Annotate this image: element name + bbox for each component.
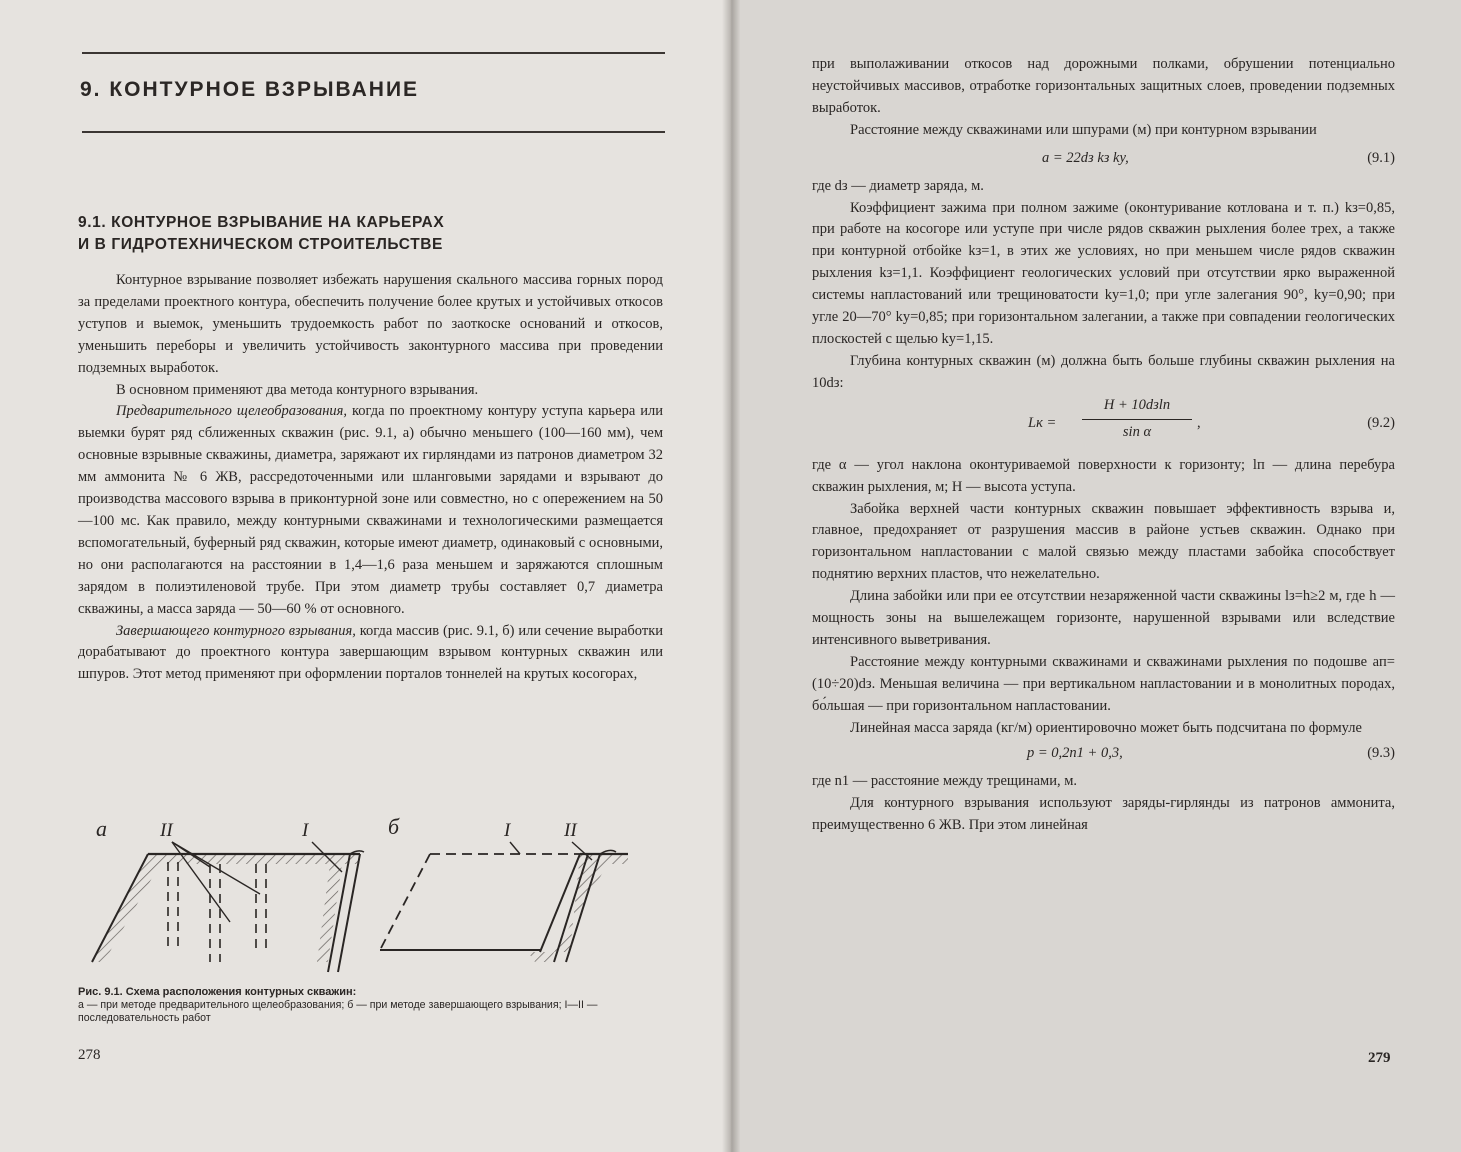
emphasis-term: Завершающего контурного взрывания, (116, 622, 356, 639)
right-body-text (812, 54, 1395, 837)
paragraph-rest: когда по проектному контуру уступа карьера или выемки бурят ряд сближенных скважин (рис. 9.1, а) обычно меньшего (100—160 мм), чем основные взрывные скважины, диаметра, заряжают их гирляндами из патронов диаметром 32 мм аммонита № 6 ЖВ, рассредоточенными или шланговыми зарядами и взрывают до производства массового взрыва в приконтурной зоне или совместно, но с опережением на 50—100 мс. Как правило, между контурными скважинами и технологическими размещается вспомогательный, буферный ряд скважин, которые имеют диаметр, одинаковый с основными, но они располагаются на расстоянии в 1,4—1,6 раза меньшем и заряжаются сплошным зарядом в полиэтиленовой трубе. При этом диаметр трубы составляет 0,7 диаметра скважины, а масса заряда — 50—60 % от основного. (78, 403, 663, 617)
leader-line (172, 842, 260, 894)
paragraph: Расстояние между контурными скважинами и скважинами рыхления по подошве aп=(10÷20)dз. Меньшая величина — при вертикальном напластовании и в монолитных породах, бо́льшая — при горизонтальном напластовании. (812, 653, 1395, 714)
figure-label-a-II: II (160, 820, 173, 841)
formula-number: (9.1) (1367, 149, 1395, 166)
paragraph: Глубина контурных скважин (м) должна быть больше глубины скважин рыхления на 10dз: (812, 352, 1395, 391)
figure-9-1 (80, 812, 660, 982)
paragraph (78, 401, 663, 620)
formula-9-2 (812, 395, 1395, 455)
book-gutter (722, 0, 740, 1152)
formula-number: (9.3) (1367, 745, 1395, 762)
diagram-b (380, 842, 628, 962)
leader-line (510, 842, 520, 854)
formula-9-3 (812, 743, 1395, 771)
chapter-title: 9. КОНТУРНОЕ ВЗРЫВАНИЕ (80, 78, 420, 101)
paragraph: В основном применяют два метода контурного взрывания. (116, 381, 479, 398)
figure-label-b: б (388, 814, 400, 839)
diagram-a (92, 842, 364, 972)
figure-label-b-I: I (504, 820, 511, 841)
formula: p = 0,2n1 + 0,3, (1027, 745, 1123, 762)
bench-slope (92, 854, 148, 962)
caption-text: а — при методе предварительного щелеобразования; б — при методе завершающего взрывания; I—II — последовательность работ (78, 999, 598, 1024)
paragraph: где n1 — расстояние между трещинами, м. (812, 773, 1078, 790)
figure-caption (78, 986, 663, 1025)
left-page (0, 0, 728, 1152)
paragraph: Контурное взрывание позволяет избежать нарушения скального массива горных пород за пределами проектного контура, обеспечить получение более крутых и устойчивых откосов уступов и выемок, уменьшить трудоемкость работ по заоткоске оснований и откосов, уменьшить переборы и увеличить устойчивость законтурного массива при проведении подземных выработок. (78, 272, 663, 376)
paragraph: Забойка верхней части контурных скважин повышает эффективность взрыва и, главное, предохраняет от разрушения массив в районе устьев скважин. Однако при горизонтальном напластовании с малой связью между пластами забойка способствует поднятию верхних пластов, что нежелательно. (812, 500, 1395, 583)
caption-title: Рис. 9.1. Схема расположения контурных скважин: (78, 986, 357, 998)
figure-label-a-I: I (302, 820, 309, 841)
figure-label-b-II: II (564, 820, 577, 841)
formula-number: (9.2) (1367, 414, 1395, 431)
formula-fraction (1082, 395, 1192, 444)
formula-9-1 (812, 148, 1395, 176)
rock-mass-hatch (92, 854, 360, 962)
page-number: 279 (1368, 1050, 1391, 1066)
section-title (78, 212, 658, 256)
section-title-line2: И В ГИДРОТЕХНИЧЕСКОМ СТРОИТЕЛЬСТВЕ (78, 236, 443, 253)
paragraph: при выполаживании откосов над дорожными полками, обрушении потенциально неустойчивых массивов, отработке горизонтальных защитных слоев, проведении подземных выработок. (812, 56, 1395, 116)
emphasis-term: Предварительного щелеобразования, (116, 403, 348, 420)
paragraph (78, 621, 663, 687)
fraction-numerator: H + 10dзlп (1082, 395, 1192, 420)
formula-lhs: Lк = (1028, 414, 1057, 431)
paragraph-rest: когда массив (рис. 9.1, б) или сечение выработки дорабатывают до проектного контура завершающим взрывом контурных скважин или шпуров. Этот метод применяют при оформлении порталов тоннелей на крутых косогорах, (78, 622, 663, 683)
paragraph: где dз — диаметр заряда, м. (812, 177, 984, 194)
section-title-line1: 9.1. КОНТУРНОЕ ВЗРЫВАНИЕ НА КАРЬЕРАХ (78, 214, 445, 231)
paragraph: Для контурного взрывания используют заряды-гирлянды из патронов аммонита, преимущественно 6 ЖВ. При этом линейная (812, 795, 1395, 834)
top-rule (82, 52, 665, 54)
paragraph: Расстояние между скважинами или шпурами (м) при контурном взрывании (850, 121, 1317, 138)
paragraph: Длина забойки или при ее отсутствии незаряженной части скважины lз=h≥2 м, где h — мощность зоны на вышележащем горизонте, нарушенной взрывами или вследствие интенсивного выветривания. (812, 588, 1395, 648)
paragraph: где α — угол наклона оконтуриваемой поверхности к горизонту; lп — длина перебура скважин рыхления, м; H — высота уступа. (812, 456, 1395, 495)
formula: a = 22dз kз kу, (1042, 149, 1129, 166)
left-body-text (78, 270, 663, 686)
figure-label-a: а (96, 816, 107, 841)
fraction-denominator: sin α (1122, 423, 1152, 440)
paragraph: Коэффициент зажима при полном зажиме (оконтуривание котлована и т. п.) kз=0,85, при работе на косогоре или уступе при числе рядов скважин рыхления более трех, а также при контурной отбойке kз=1, в этих же условиях, но при меньшем числе рядов скважин рыхления kз=1,1. Коэффициент геологических условий при отсутствии ярко выраженной системы напластований или трещиноватости kу=1,0; при угле залегания 90°, kу=0,90; при угле 20—70° kу=0,85; при горизонтальном залегании, а также при совпадении геологических плоскостей с щелью kу=1,15. (812, 199, 1395, 347)
page-number: 278 (78, 1047, 101, 1063)
paragraph: Линейная масса заряда (кг/м) ориентировочно может быть подсчитана по формуле (850, 719, 1362, 736)
formula-comma: , (1197, 414, 1201, 431)
design-contour (380, 854, 430, 950)
bottom-rule (82, 131, 665, 133)
